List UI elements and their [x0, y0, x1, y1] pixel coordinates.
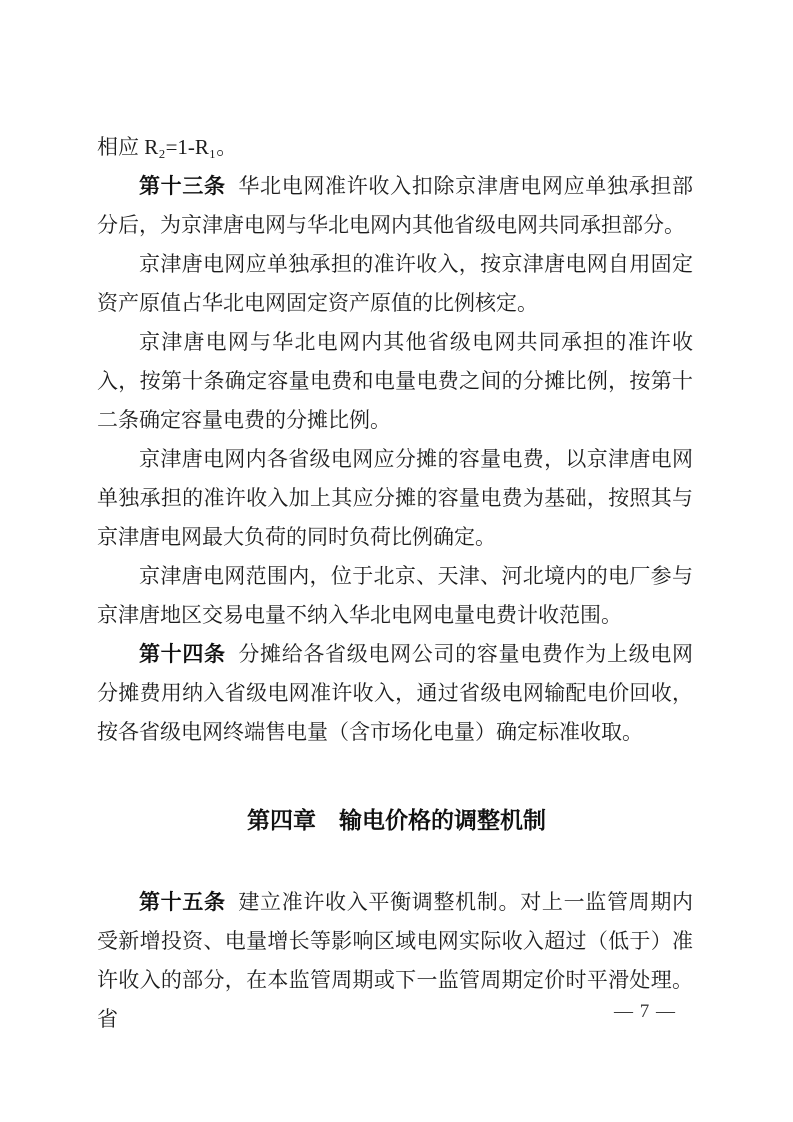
- paragraph-jingjintang-scope: 京津唐电网范围内，位于北京、天津、河北境内的电厂参与京津唐地区交易电量不纳入华北电网电量电费计收范围。: [97, 564, 693, 627]
- chapter-heading: 第四章 输电价格的调整机制: [247, 807, 546, 833]
- article-14-text: 分摊给各省级电网公司的容量电费作为上级电网分摊费用纳入省级电网准许收入，通过省级电网输配电价回收，按各省级电网终端售电量（含市场化电量）确定标准收取。: [97, 642, 693, 744]
- page-number: — 7 —: [614, 1001, 676, 1022]
- article-13-paragraph: [97, 167, 693, 245]
- paragraph-capacity-fee-allocation: 京津唐电网内各省级电网应分摊的容量电费，以京津唐电网单独承担的准许收入加上其应分摊的容量电费为基础，按照其与京津唐电网最大负荷的同时负荷比例确定。: [97, 447, 693, 549]
- article-13-text: 华北电网准许收入扣除京津唐电网应单独承担部分后，为京津唐电网与华北电网内其他省级电网共同承担部分。: [97, 174, 693, 237]
- article-13-number: 第十三条: [139, 174, 226, 198]
- article-14-paragraph: [97, 635, 693, 752]
- paragraph-single-bear: 京津唐电网应单独承担的准许收入，按京津唐电网自用固定资产原值占华北电网固定资产原值的比例核定。: [97, 252, 693, 315]
- article-15-text: 建立准许收入平衡调整机制。对上一监管周期内受新增投资、电量增长等影响区域电网实际收入超过（低于）准许收入的部分，在本监管周期或下一监管周期定价时平滑处理。省: [97, 890, 693, 1031]
- article-14-number: 第十四条: [139, 642, 226, 666]
- formula-line: 相应 R₂=1-R₁。: [97, 135, 238, 159]
- body-text-block: [97, 128, 693, 752]
- article-15-number: 第十五条: [139, 890, 226, 914]
- paragraph-shared-bear: 京津唐电网与华北电网内其他省级电网共同承担的准许收入，按第十条确定容量电费和电量电费之间的分摊比例，按第十二条确定容量电费的分摊比例。: [97, 330, 693, 432]
